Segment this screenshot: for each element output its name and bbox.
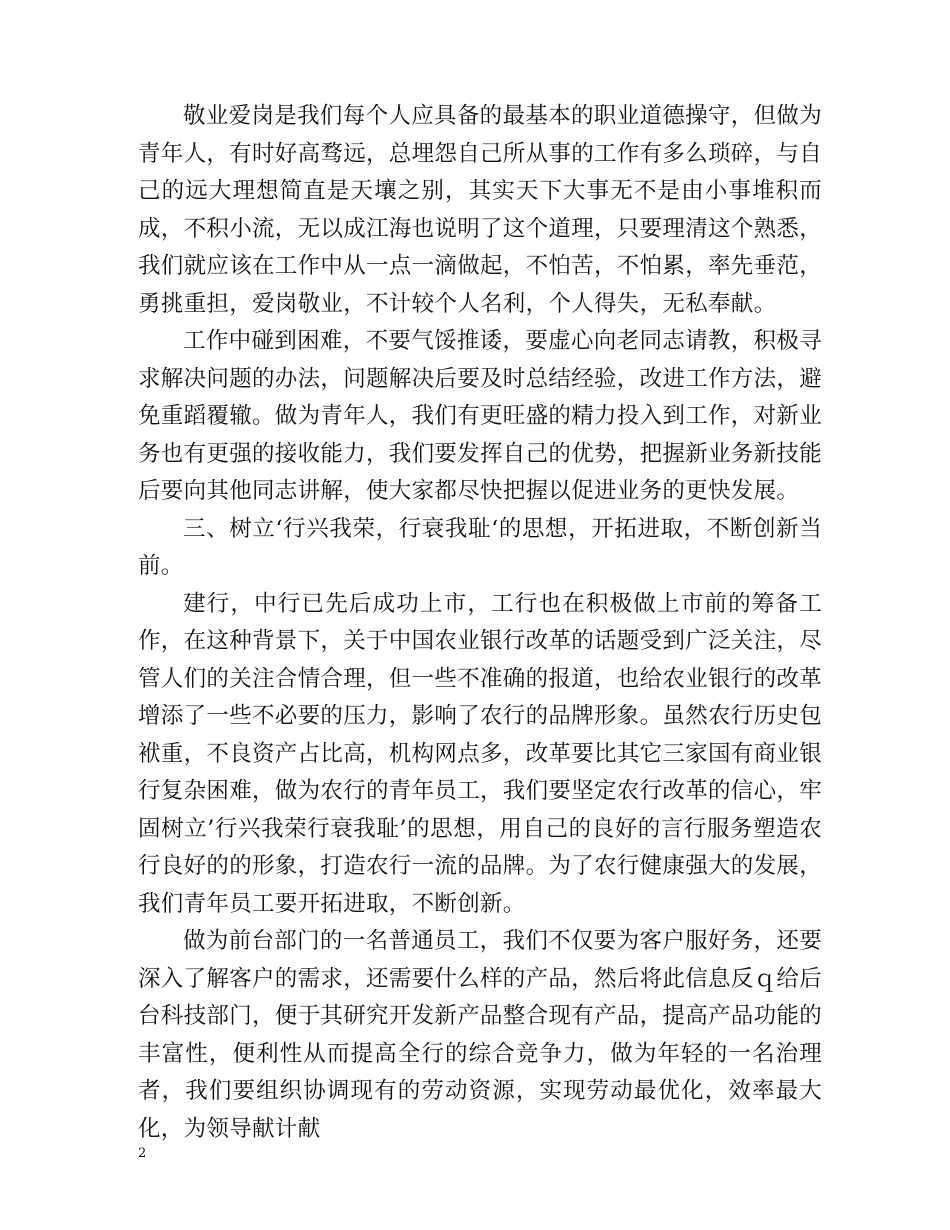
paragraph-difficulties: 工作中碰到困难，不要气馁推诿，要虚心向老同志请教，积极寻求解决问题的办法，问题解决后要及时总结经验，改进工作方法，避免重蹈覆辙。做为青年人，我们有更旺盛的精力投入到工作，对新业务也有更强的接收能力，我们要发挥自己的优势，把握新业务新技能后要向其他同志讲解，使大家都尽快把握以促进业务的更快发展。 (138, 328, 823, 504)
page-number: 2 (138, 1146, 147, 1161)
paragraph-dedication: 敬业爱岗是我们每个人应具备的最基本的职业道德操守，但做为青年人，有时好高骛远，总埋怨自己所从事的工作有多么琐碎，与自己的远大理想简直是天壤之别，其实天下大事无不是由小事堆积而成，不积小流，无以成江海也说明了这个道理，只要理清这个熟悉，我们就应该在工作中从一点一滴做起，不怕苦，不怕累，率先垂范，勇挑重担，爱岗敬业，不计较个人名利，个人得失，无私奉献。 (138, 103, 823, 317)
body-text (138, 98, 822, 1148)
section-heading-three: 三、树立‘行兴我荣，行衰我耻‘的思想，开拓进取，不断创新当前。 (138, 515, 822, 579)
paragraph-front-desk: 做为前台部门的一名普通员工，我们不仅要为客户服好务，还要深入了解客户的需求，还需要什么样的产品，然后将此信息反ｑ给后台科技部门，便于其研究开发新产品整合现有产品，提高产品功能的丰富性，便利性从而提高全行的综合竞争力，做为年轻的一名治理者，我们要组织协调现有的劳动资源，实现劳动最优化，效率最大化，为领导献计献 (138, 928, 823, 1142)
paragraph-abc-reform: 建行，中行已先后成功上市，工行也在积极做上市前的筹备工作，在这种背景下，关于中国农业银行改革的话题受到广泛关注，尽管人们的关注合情合理，但一些不准确的报道，也给农业银行的改革增添了一些不必要的压力，影响了农行的品牌形象。虽然农行历史包袱重，不良资产占比高，机构网点多，改革要比其它三家国有商业银行复杂困难，做为农行的青年员工，我们要坚定农行改革的信心，牢固树立’行兴我荣行衰我耻’的思想，用自己的良好的言行服务塑造农行良好的的形象，打造农行一流的品牌。为了农行健康强大的发展，我们青年员工要开拓进取，不断创新。 (138, 590, 823, 917)
